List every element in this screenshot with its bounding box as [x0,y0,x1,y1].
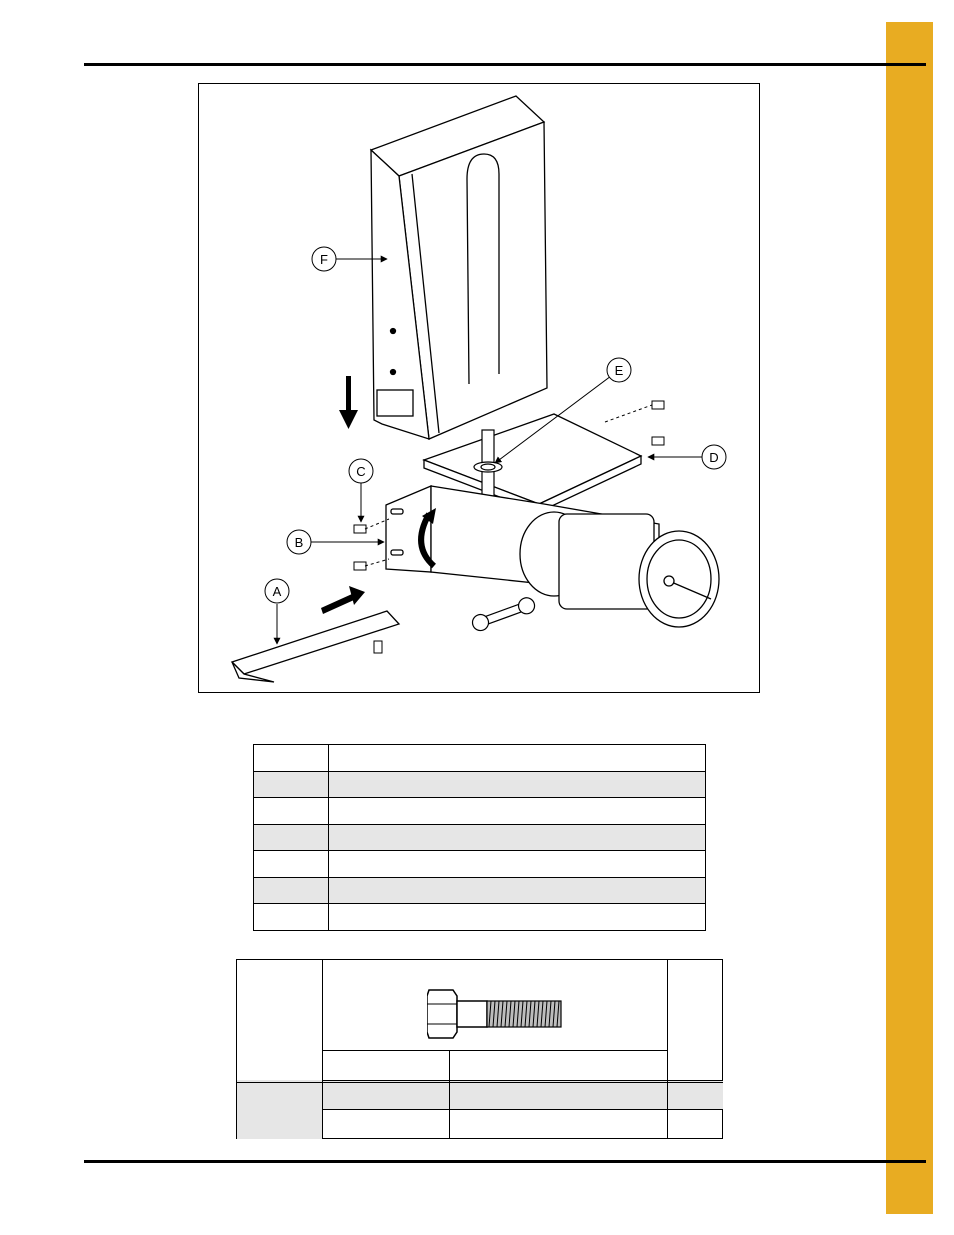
ref-cell [254,877,329,904]
ref-cell [254,904,329,931]
footer-rule [84,1160,926,1163]
down-arrow [339,376,358,429]
table-row [254,877,706,904]
table-row [254,904,706,931]
callout-d [702,445,726,469]
callout-b [287,530,311,554]
assembly-figure [198,83,760,693]
svg-text:B: B [294,535,304,550]
description-cell [329,904,706,931]
description-cell [329,745,706,772]
table-row [254,798,706,825]
cover-housing [371,96,547,439]
ref-cell [254,798,329,825]
ref-cell [254,771,329,798]
hardware-label-cell [237,1080,322,1139]
ref-cell [254,745,329,772]
svg-text:F: F [320,252,328,267]
svg-text:E: E [614,363,624,378]
hex-bolt-icon [427,986,567,1042]
description-cell [329,851,706,878]
callout-a [265,579,289,603]
motor [431,486,719,627]
callout-e [607,358,631,382]
table-row [254,851,706,878]
push-arrow [321,586,365,614]
svg-text:A: A [272,584,282,599]
ref-cell [254,824,329,851]
assembly-illustration [199,84,761,694]
parts-table [253,744,706,931]
description-cell [329,824,706,851]
table-row [254,824,706,851]
wrench-icon [470,596,537,633]
table-row [254,745,706,772]
chapter-side-tab [886,22,933,1214]
callout-f [312,247,336,271]
ref-cell [254,851,329,878]
description-cell [329,877,706,904]
description-cell [329,771,706,798]
hardware-table [236,959,723,1139]
header-rule [84,63,926,66]
table-row [323,1081,723,1109]
table-row [254,771,706,798]
svg-text:C: C [356,464,366,479]
callout-c [349,459,373,483]
svg-text:D: D [709,450,719,465]
description-cell [329,798,706,825]
